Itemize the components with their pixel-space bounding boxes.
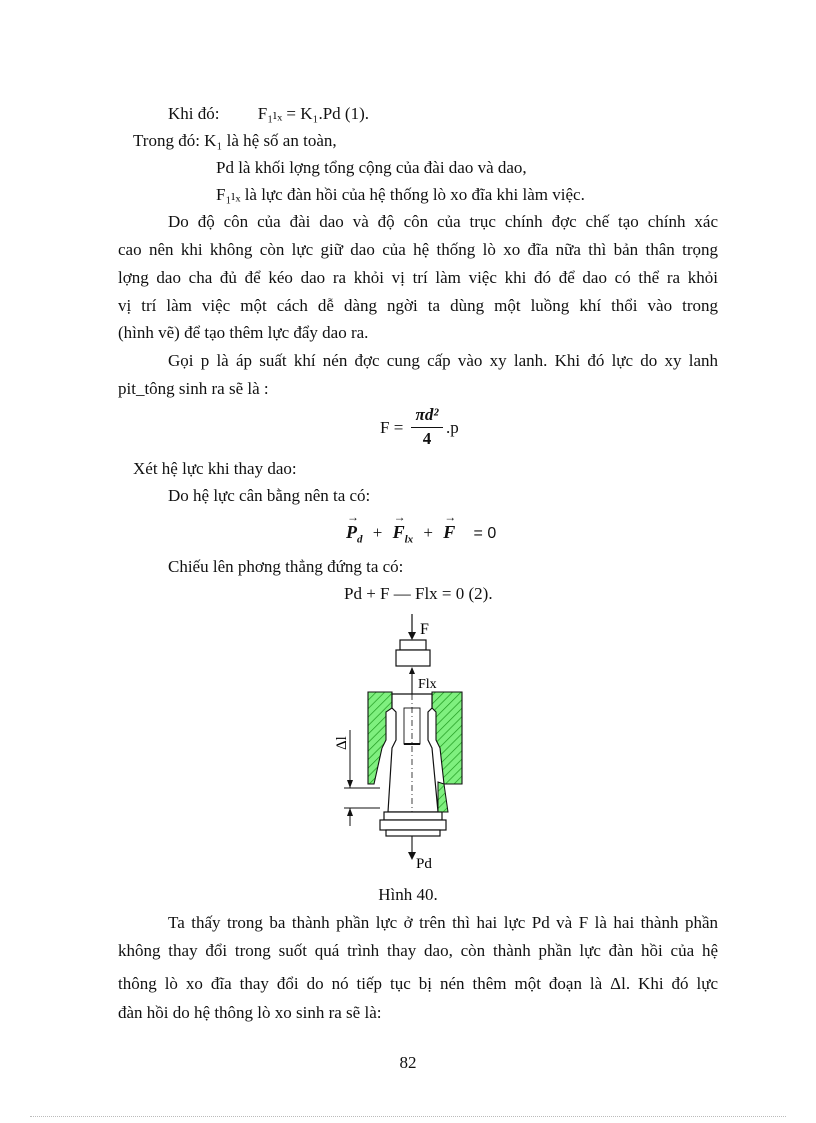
- spindle-right: [432, 692, 462, 784]
- figure-caption: Hình 40.: [378, 885, 438, 904]
- fraction-bar: [411, 427, 443, 428]
- page-number: 82: [399, 1053, 417, 1072]
- formula-numerator: πd²: [415, 405, 439, 424]
- vector-flx: → $F_{lx}$: [393, 522, 414, 546]
- paragraph-1-line-2: cao nên khi không còn lực giữ dao của hệ thống lò xo đĩa nữa thì bản thân trọng: [118, 240, 718, 259]
- line-chieu-len: Chiếu lên phơng thẳng đứng ta có:: [168, 557, 404, 576]
- paragraph-1-line-1: Do độ côn của đài dao và độ côn của trục chính đợc chế tạo chính xác: [168, 212, 718, 231]
- khi-do-label: Khi đó:: [168, 104, 220, 123]
- label-flx: Flx: [418, 677, 437, 692]
- tool-taper: [388, 694, 438, 812]
- label-f: F: [420, 621, 429, 638]
- paragraph-1-line-4: vị trí làm việc một cách dễ dàng ngời ta dùng một luồng khí thổi vào trong: [118, 296, 718, 315]
- paragraph-1-line-5: (hình vẽ) để tạo thêm lực đẩy dao ra.: [118, 323, 369, 342]
- footer-rule: [30, 1116, 786, 1117]
- formula-lhs: F =: [380, 418, 404, 437]
- line-xet-he-luc: Xét hệ lực khi thay dao:: [133, 459, 297, 478]
- paragraph-2-line-1: Gọi p là áp suất khí nén đợc cung cấp vào xy lanh. Khi đó lực do xy lanh: [168, 351, 718, 370]
- vector-f: → F: [443, 522, 455, 543]
- paragraph-2-line-2: pit_tông sinh ra sẽ là :: [118, 379, 269, 398]
- formula-denominator: 4: [422, 429, 432, 448]
- line-f1lx-definition: F₁ₗₓ là lực đàn hồi của hệ thống lò xo đĩa khi làm việc.: [216, 185, 585, 204]
- paragraph-3-line-1: Ta thấy trong ba thành phần lực ở trên thì hai lực Pd và F là hai thành phần: [168, 913, 718, 932]
- paragraph-3-line-3: thông lò xo đĩa thay đổi do nó tiếp tục bị nén thêm một đoạn là Δl. Khi đó lực: [118, 974, 718, 993]
- spindle-left: [368, 692, 392, 784]
- paragraph-3-line-4: đàn hồi do hệ thông lò xo sinh ra sẽ là:: [118, 1003, 382, 1022]
- formula-rhs: .p: [446, 418, 459, 437]
- formula-2: Pd + F — Flx = 0 (2).: [344, 584, 493, 603]
- vector-pd: → $P_d$: [346, 522, 363, 546]
- line-trong-do: Trong đó: K₁ là hệ số an toàn,: [133, 131, 337, 150]
- formula-vector-equation: → $P_d$ + → $F_{lx}$ + → F = 0: [346, 522, 496, 546]
- figure-40-tool-holder: [320, 612, 490, 872]
- label-pd: Pd: [416, 856, 432, 872]
- f-arrow-head: [408, 632, 416, 640]
- label-delta-l: Δl: [334, 736, 350, 750]
- paragraph-1-line-3: lợng dao cha đủ để kéo dao ra khỏi vị trí làm việc khi đó để dao có thể ra khỏi: [118, 268, 718, 287]
- paragraph-3-line-2: không thay đổi trong suốt quá trình thay dao, còn thành phần lực đàn hồi của hệ: [118, 941, 718, 960]
- formula-1: F₁ₗₓ = K₁.Pd (1).: [257, 104, 369, 123]
- line-do-he-luc: Do hệ lực cân bằng nên ta có:: [168, 486, 371, 505]
- line-khi-do: [168, 104, 369, 124]
- line-pd-definition: Pd là khối lợng tổng cộng của đài dao và dao,: [216, 158, 527, 177]
